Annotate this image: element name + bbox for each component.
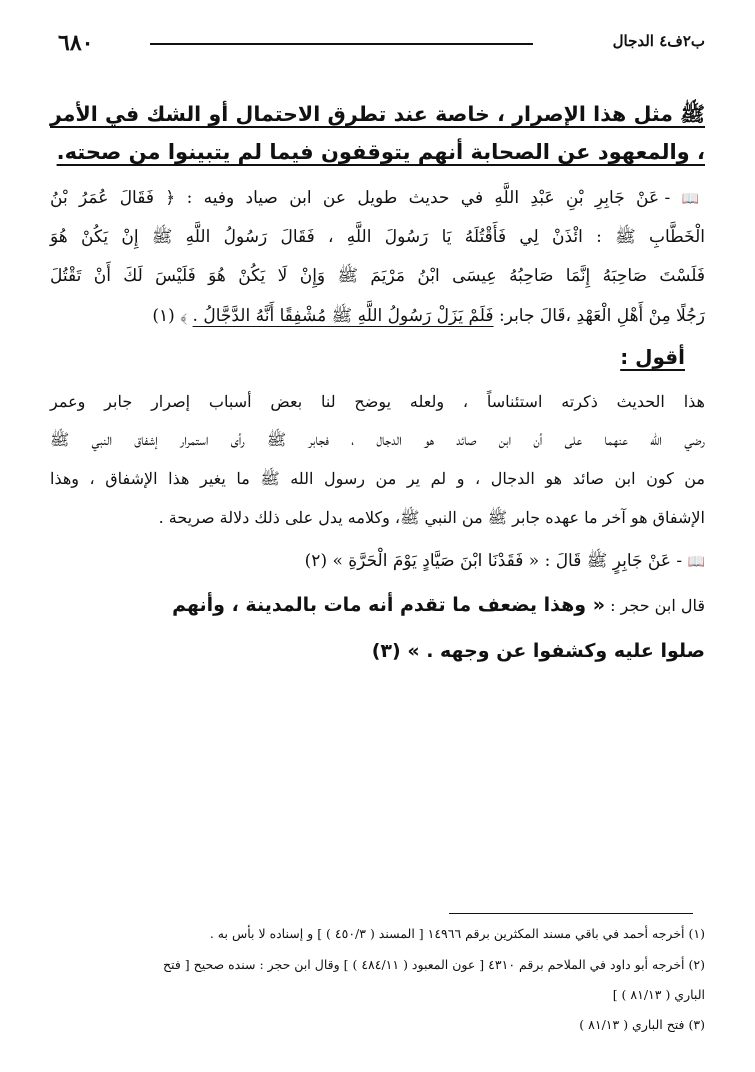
- footnote-3: (٣) فتح الباري ( ٨١/١٣ ): [579, 1017, 705, 1032]
- commentary-line-2: رضي الله عنهما على أن ابن صائد هو الدجال ، فجابر ﷺ رأى استمرار إشفاق النبي ﷺ: [50, 430, 705, 449]
- hadith2-text: - عَنْ جَابِرٍ ﷺ قَالَ : « فَقَدْنَا ابْنَ صَيَّادٍ يَوْمَ الْحَرَّةِ » (٢): [304, 551, 683, 571]
- intro-line-1: ﷺ مثل هذا الإصرار ، خاصة عند تطرق الاحتمال أو الشك في الأمر: [50, 102, 705, 126]
- open-book-icon: 📖: [681, 191, 706, 207]
- header-rule: [150, 43, 533, 45]
- footnote-1: (١) أخرجه أحمد في باقي مسند المكثرين برقم ١٤٩٦٦ [ المسند ( ٤٥٠/٣ ) ] و إسناده لا بأس به .: [209, 926, 705, 941]
- hadith1-line-1: [50, 187, 705, 208]
- hadith1-line-1-text: - عَنْ جَابِرِ بْنِ عَبْدِ اللَّهِ في حديث طويل عن ابن صياد وفيه : ﴿ فَقَالَ عُمَرُ بْنُ: [50, 188, 671, 208]
- ibn-hajar-prefix: قال ابن حجر :: [604, 596, 705, 615]
- commentary-line-1: هذا الحديث ذكرته استئناساً ، ولعله يوضح لنا بعض أسباب إصرار جابر وعمر: [50, 392, 705, 411]
- footnote-2-line-2: الباري ( ٨١/١٣ ) ]: [612, 987, 705, 1002]
- page-number: ٦٨٠: [58, 30, 94, 56]
- page-header: [58, 26, 705, 62]
- footnote-2-line-1: (٢) أخرجه أبو داود في الملاحم برقم ٤٣١٠ [ عون المعبود ( ٤٨٤/١١ ) ] وقال ابن حجر : سنده صحيح [ فتح: [162, 957, 705, 972]
- hadith1-line-3: فَلَسْتَ صَاحِبَهُ إِنَّمَا صَاحِبُهُ عِيسَى ابْنُ مَرْيَمَ ﷺ وَإِنْ لَا يَكُنْ هُوَ فَلَيْسَ لَكَ أَنْ تَقْتُلَ: [50, 266, 705, 286]
- commentary-line-3: من كون ابن صائد هو الدجال ، و لم ير من رسول الله ﷺ ما يغير هذا الإشفاق ، وهذا: [50, 469, 706, 488]
- footnote-rule: [449, 913, 693, 914]
- ibn-hajar-quote-1: « وهذا يضعف ما تقدم أنه مات بالمدينة ، وأنهم: [172, 594, 605, 616]
- hadith1-line-4: [152, 305, 705, 330]
- ibn-hajar-quote-2: صلوا عليه وكشفوا عن وجهه . » (٣): [371, 640, 705, 662]
- hadith1-footnote-ref: ﴾ (١): [152, 306, 193, 326]
- hadith2-line: [305, 550, 705, 575]
- hadith1-line-2: الْخَطَّابِ ﷺ : ائْذَنْ لِي فَأَقْتُلَهُ يَا رَسُولَ اللَّهِ ، فَقَالَ رَسُولُ اللَّهِ ﷺ إِنْ يَكُنْ هُوَ: [50, 227, 705, 247]
- commentary-line-4: الإشفاق هو آخر ما عهده جابر ﷺ من النبي ﷺ، وكلامه يدل على ذلك دلالة صريحة .: [158, 508, 705, 527]
- open-book-icon: 📖: [687, 554, 705, 570]
- aqul-heading: أقول :: [620, 345, 685, 369]
- ibn-hajar-line-1: [172, 594, 705, 616]
- intro-line-2: ، والمعهود عن الصحابة أنهم يتوقفون فيما لم يتبينوا من صحته.: [56, 140, 705, 164]
- hadith1-underlined-phrase: فَلَمْ يَزَلْ رَسُولُ اللَّهِ ﷺ مُشْفِقًا أَنَّهُ الدَّجَّالُ .: [192, 306, 494, 326]
- hadith1-line-4-start: رَجُلًا مِنْ أَهْلِ الْعَهْدِ ،قَالَ جابر:: [493, 306, 705, 326]
- chapter-title: ب٢ف٤ الدجال: [612, 32, 705, 50]
